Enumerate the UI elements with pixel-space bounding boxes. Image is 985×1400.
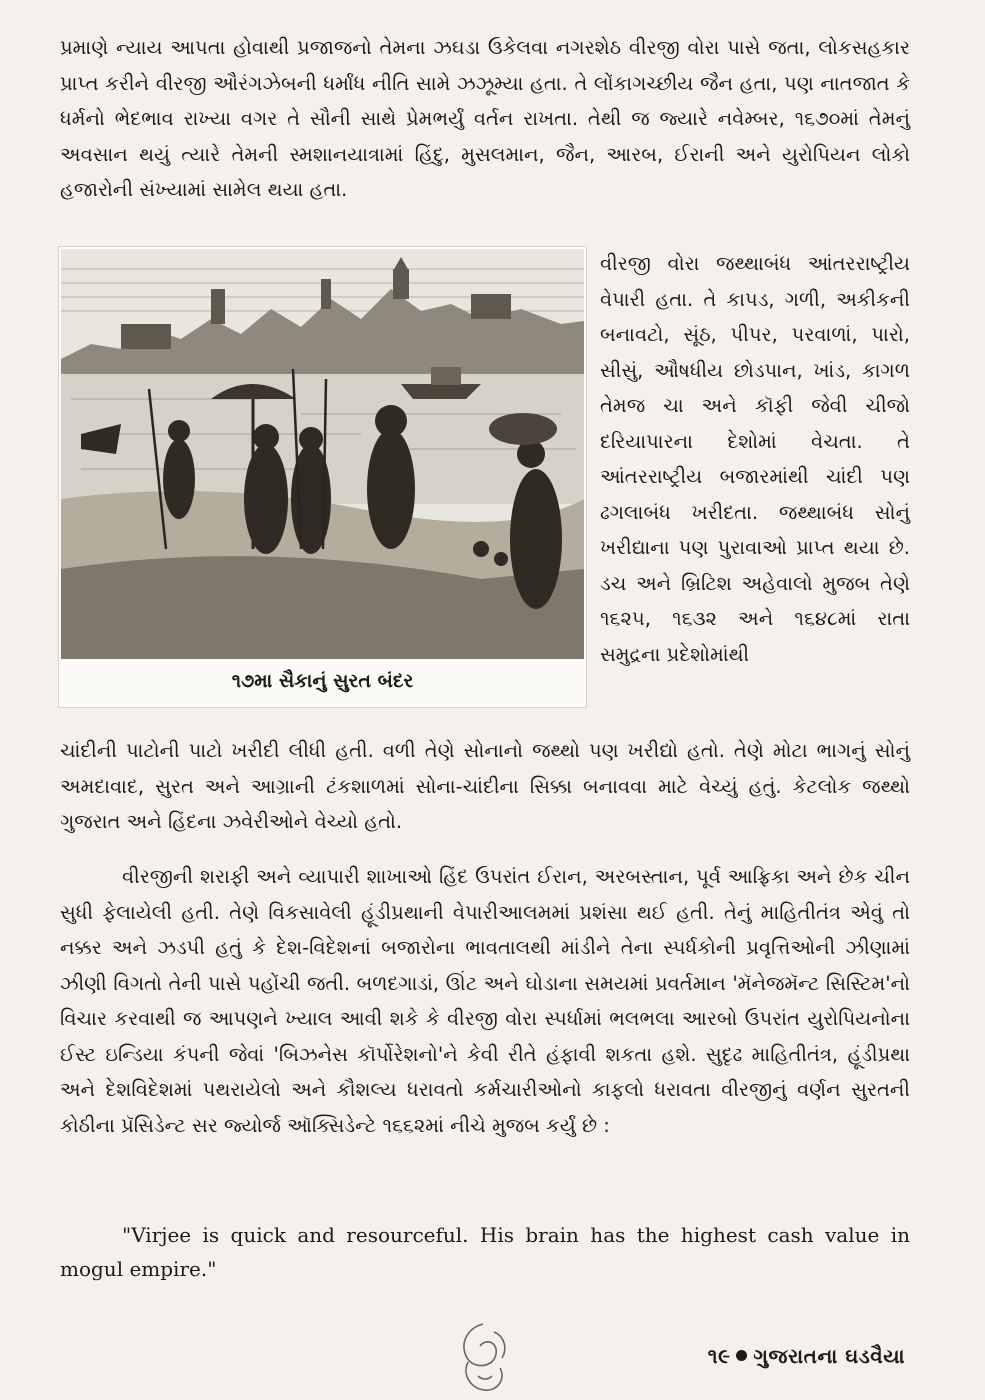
surat-port-figure [58, 246, 587, 708]
network-paragraph: વીરજીની શરાફી અને વ્યાપારી શાખાઓ હિંદ ઉપરાંત ઈરાન, અરબસ્તાન, પૂર્વ આફ્રિકા અને છેક ચીન સુધી ફેલાયેલી હતી. તેણે વિકસાવેલી હૂંડીપ્રથાની વેપારીઆલમમાં પ્રશંસા થઈ હતી. તેનું માહિતીતંત્ર એવું તો નક્કર અને ઝડપી હતું કે દેશ-વિદેશનાં બજારોના ભાવતાલથી માંડીને તેના સ્પર્ધકોની પ્રવૃત્તિઓની ઝીણામાં ઝીણી વિગતો તેની પાસે પહોંચી જતી. બળદગાડાં, ઊંટ અને ઘોડાના સમયમાં પ્રવર્તમાન 'મૅનેજમૅન્ટ સિસ્ટિમ'નો વિચાર કરવાથી જ આપણને ખ્યાલ આવી શકે કે વીરજી વોરા સ્પર્ધામાં ભલભલા આરબો ઉપરાંત યુરોપિયનોના ઈસ્ટ ઇન્ડિયા કંપની જેવાં 'બિઝનેસ કૉર્પોરેશનો'ને કેવી રીતે હંફાવી શકતા હશે. સુદૃઢ માહિતીતંત્ર, હૂંડીપ્રથા અને દેશવિદેશમાં પથરાયેલો અને કૌશલ્ય ધરાવતો કર્મચારીઓનો કાફલો ધરાવતા વીરજીનું વર્ણન સુરતની કોઠીના પ્રૅસિડેન્ટ સર જ્યોર્જ ઑક્સિડેન્ટે ૧૬૬૨માં નીચે મુજબ કર્યું છે : [60, 865, 910, 1137]
continued-paragraph: ચાંદીની પાટોની પાટો ખરીદી લીધી હતી. વળી તેણે સોનાનો જથ્થો પણ ખરીદ્યો હતો. તેણે મોટા ભાગનું સોનું અમદાવાદ, સુરત અને આગ્રાની ટંકશાળમાં સોના-ચાંદીના સિક્કા બનાવવા માટે વેચ્યું હતું. કેટલોક જથ્થો ગુજરાત અને હિંદના ઝવેરીઓને વેચ્યો હતો. [60, 739, 910, 833]
decorative-vignette-icon [448, 1318, 518, 1396]
page-number: ૧૯ [707, 1344, 731, 1368]
side-paragraph: વીરજી વોરા જથ્થાબંધ આંતરરાષ્ટ્રીય વેપારી હતા. તે કાપડ, ગળી, અકીકની બનાવટો, સૂંઠ, પીપર, પરવાળાં, પારો, સીસું, ઔષધીય છોડપાન, ખાંડ, કાગળ તેમજ ચા અને કૉફી જેવી ચીજો દરિયાપારના દેશોમાં વેચતા. તે આંતરરાષ્ટ્રીય બજારમાંથી ચાંદી પણ ઢગલાબંધ ખરીદતા. જથ્થાબંધ સોનું ખરીદ્યાના પણ પુરાવાઓ પ્રાપ્ત થયા છે. ડચ અને બ્રિટિશ અહેવાલો મુજબ તેણે ૧૬૨૫, ૧૬૩૨ અને ૧૬૪૮માં રાતા સમુદ્રના પ્રદેશોમાંથી [600, 252, 910, 666]
surat-port-engraving [61, 249, 584, 659]
figure-caption: ૧૭મા સૈકાનું સુરત બંદર [231, 670, 414, 692]
intro-paragraph: પ્રમાણે ન્યાય આપતા હોવાથી પ્રજાજનો તેમના ઝઘડા ઉકેલવા નગરશેઠ વીરજી વોરા પાસે જતા, લોકસહકાર પ્રાપ્ત કરીને વીરજી ઔરંગઝેબની ધર્માંધ નીતિ સામે ઝઝૂમ્યા હતા. તે લોંકાગચ્છીય જૈન હતા, પણ નાતજાત કે ધર્મનો ભેદભાવ રાખ્યા વગર તે સૌની સાથે પ્રેમભર્યું વર્તન રાખતા. તેથી જ જ્યારે નવેમ્બર, ૧૬૭૦માં તેમનું અવસાન થયું ત્યારે તેમની સ્મશાનયાત્રામાં હિંદુ, મુસલમાન, જૈન, આરબ, ઈરાની અને યુરોપિયન લોકો હજારોની સંખ્યામાં સામેલ થયા હતા. [60, 36, 910, 201]
page-footer [708, 1344, 905, 1368]
bullet-icon [736, 1350, 747, 1361]
english-quote: "Virjee is quick and resourceful. His brain has the highest cash value in mogul empire." [60, 1223, 910, 1281]
book-title: ગુજરાતના ઘડવૈયા [753, 1344, 905, 1368]
